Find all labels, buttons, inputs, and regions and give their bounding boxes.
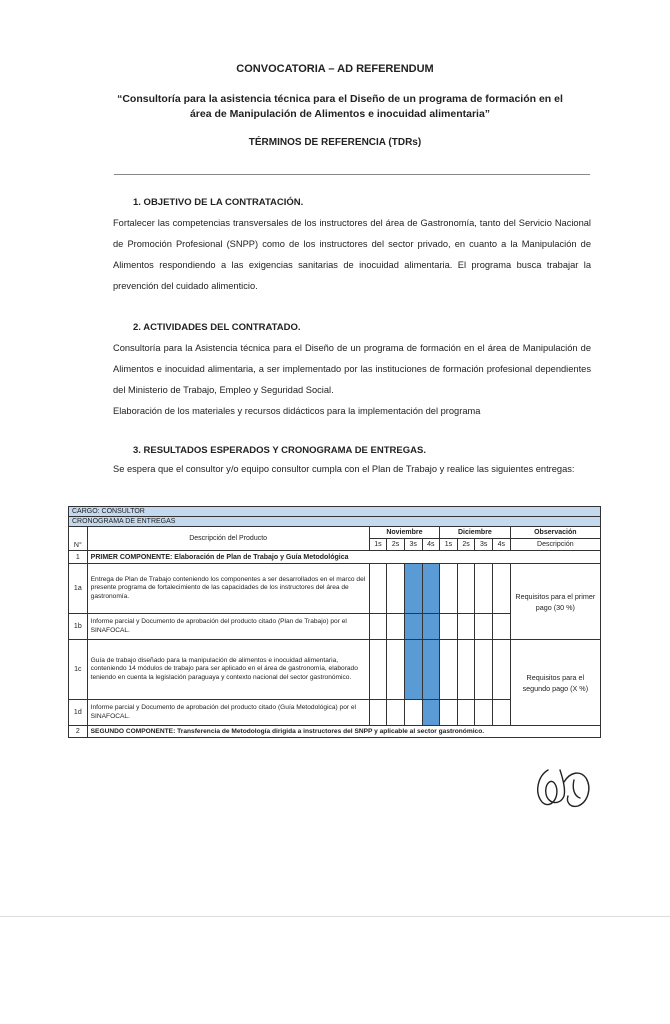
observation-subheader: Descripción: [510, 539, 600, 551]
tdr-heading: TÉRMINOS DE REFERENCIA (TDRs): [248, 137, 422, 148]
row-number: 1b: [69, 614, 88, 640]
week-cell: [493, 614, 511, 640]
week-cell: [440, 640, 458, 700]
week-cell: [387, 700, 405, 726]
week-cell: [475, 700, 493, 726]
row-description: Informe parcial y Documento de aprobación del producto citado (Plan de Trabajo) por el SINAFOCAL.: [87, 614, 369, 640]
row-description: Entrega de Plan de Trabajo conteniendo los componentes a ser desarrollados en el marco del presente programa de fortalecimiento de las capacidades de los instructores del área de gastronomía.: [87, 564, 369, 614]
week-label: 4s: [493, 539, 511, 551]
week-cell: [457, 640, 475, 700]
observation-payment-1: Requisitos para el primer pago (30 %): [510, 564, 600, 640]
week-cell: [369, 614, 387, 640]
section-2-text: [113, 338, 591, 422]
week-cell-scheduled: [422, 614, 440, 640]
week-cell: [493, 700, 511, 726]
section-3-text: [113, 459, 591, 480]
week-cell: [457, 700, 475, 726]
section-1-paragraph: Fortalecer las competencias transversales de los instructores del área de Gastronomía, tanto del Servicio Nacional de Promoción Profesional (SNPP) como de los instructores del sector privado, en cuanto a la Manipulación de Alimentos respondiendo a las exigencias sanitarias de inocuidad alimentaria. El programa busca trabajar la prevención del cuidado alimenticio.: [113, 218, 591, 291]
row-number: 1d: [69, 700, 88, 726]
week-cell: [457, 614, 475, 640]
component-2-title: SEGUNDO COMPONENTE: Transferencia de Metodología dirigida a instructores del SNPP y aplicable al sector gastronómico.: [87, 726, 600, 738]
signature: [530, 762, 594, 812]
week-cell-scheduled: [404, 640, 422, 700]
component-number: 1: [69, 551, 88, 564]
section-3-heading: 3. RESULTADOS ESPERADOS Y CRONOGRAMA DE ENTREGAS.: [133, 445, 426, 456]
section-1-heading: 1. OBJETIVO DE LA CONTRATACIÓN.: [133, 197, 304, 208]
week-cell-scheduled: [422, 564, 440, 614]
month-diciembre: Diciembre: [440, 527, 511, 539]
week-cell: [440, 614, 458, 640]
schedule-table: [68, 506, 601, 738]
section-2-paragraph-2: Elaboración de los materiales y recursos didácticos para la implementación del programa: [113, 406, 481, 416]
month-noviembre: Noviembre: [369, 527, 440, 539]
week-label: 4s: [422, 539, 440, 551]
col-description-header: Descripción del Producto: [87, 527, 369, 551]
week-cell: [475, 614, 493, 640]
page-fold-line: [0, 916, 670, 917]
week-cell-scheduled: [404, 614, 422, 640]
week-label: 2s: [387, 539, 405, 551]
week-label: 3s: [404, 539, 422, 551]
week-cell: [475, 640, 493, 700]
section-2-paragraph-1: Consultoría para la Asistencia técnica para el Diseño de un programa de formación en el área de Manipulación de Alimentos e inocuidad alimentaria, a ser implementado por las instituciones de formación profesional dependientes del Ministerio de Trabajo, Empleo y Seguridad Social.: [113, 343, 591, 395]
cargo-row: CARGO: CONSULTOR: [69, 507, 601, 517]
week-label: 1s: [440, 539, 458, 551]
document-subtitle: “Consultoría para la asistencia técnica para el Diseño de un programa de formación en el área de Manipulación de Alimentos e inocuidad alimentaria”: [117, 93, 563, 120]
row-number: 1a: [69, 564, 88, 614]
week-cell: [387, 614, 405, 640]
col-number-header: N°: [69, 527, 88, 551]
week-label: 1s: [369, 539, 387, 551]
page-title: CONVOCATORIA – AD REFERENDUM: [236, 63, 434, 75]
section-3-paragraph: Se espera que el consultor y/o equipo consultor cumpla con el Plan de Trabajo y realice las siguientes entregas:: [113, 464, 575, 474]
week-cell: [493, 640, 511, 700]
row-description: Informe parcial y Documento de aprobación del producto citado (Guía Metodológica) por el SINAFOCAL.: [87, 700, 369, 726]
component-1-title: PRIMER COMPONENTE: Elaboración de Plan de Trabajo y Guía Metodológica: [87, 551, 600, 564]
col-observation-header: Observación: [510, 527, 600, 539]
week-cell-scheduled: [422, 700, 440, 726]
week-cell: [440, 564, 458, 614]
cronograma-row: CRONOGRAMA DE ENTREGAS: [69, 517, 601, 527]
week-cell: [457, 564, 475, 614]
week-cell: [369, 564, 387, 614]
week-cell: [475, 564, 493, 614]
row-number: 1c: [69, 640, 88, 700]
week-cell: [369, 700, 387, 726]
week-cell: [387, 640, 405, 700]
week-cell: [369, 640, 387, 700]
component-number: 2: [69, 726, 88, 738]
section-2-heading: 2. ACTIVIDADES DEL CONTRATADO.: [133, 322, 301, 333]
week-label: 3s: [475, 539, 493, 551]
week-cell-scheduled: [422, 640, 440, 700]
week-cell: [404, 700, 422, 726]
week-cell: [493, 564, 511, 614]
week-cell: [440, 700, 458, 726]
observation-payment-2: Requisitos para el segundo pago (X %): [510, 640, 600, 726]
week-label: 2s: [457, 539, 475, 551]
week-cell-scheduled: [404, 564, 422, 614]
divider: [114, 174, 590, 175]
section-1-text: [113, 213, 591, 297]
week-cell: [387, 564, 405, 614]
row-description: Guía de trabajo diseñado para la manipulación de alimentos e inocuidad alimentaria, conteniendo 14 módulos de trabajo para ser aplicado en el área de gastronomía, elaborado teniendo en cuenta la legislación paraguaya y contexto nacional del sector gastronómico.: [87, 640, 369, 700]
